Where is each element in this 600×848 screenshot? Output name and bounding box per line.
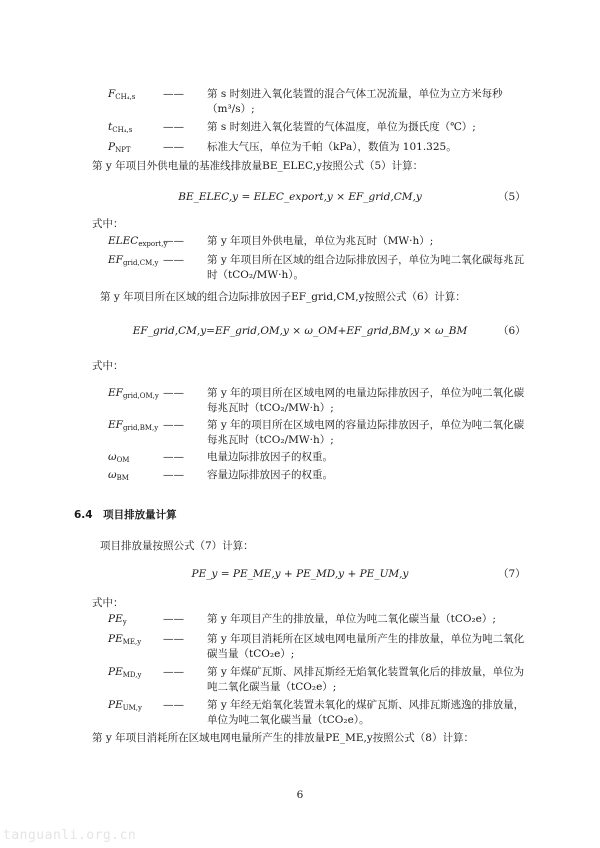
definition-ef-grid-cm: 第 y 年项目所在区域的组合边际排放因子，单位为吨二氧化碳每兆瓦时（tCO₂/MW·h）。 [207, 254, 525, 281]
equation-number-6: （6） [498, 325, 526, 337]
definition-omega-bm: 容量边际排放因子的权重。 [207, 469, 333, 481]
symbol-ef-grid-cm: $EF_{grid,CM,y}$ [108, 254, 159, 267]
equation-5: BE_ELEC,y = ELEC_export,y × EF_grid,CM,y [178, 191, 422, 203]
where-label: 式中： [92, 218, 124, 230]
definition-elec-export: 第 y 年项目外供电量，单位为兆瓦时（MW·h）; [207, 235, 434, 247]
page-number: 6 [296, 789, 304, 801]
definition-f-ch4: 第 s 时刻进入氧化装置的混合气体工况流量，单位为立方米每秒（m³/s）; [207, 88, 503, 115]
symbol-pe-y: $PE_y$ [108, 613, 127, 626]
def-dash: —— [163, 469, 184, 481]
paragraph-pe: 项目排放量按照公式（7）计算： [100, 540, 254, 552]
def-dash: —— [163, 633, 184, 645]
symbol-omega-bm: $\omega_{BM}$ [108, 469, 129, 482]
symbol-p-npt: $P_{NPT}$ [108, 141, 131, 154]
equation-number-7: （7） [498, 568, 526, 580]
section-heading: 6.4 项目排放量计算 [74, 509, 177, 521]
definition-t-ch4: 第 s 时刻进入氧化装置的气体温度，单位为摄氏度（℃）; [207, 121, 476, 133]
definition-p-npt: 标准大气压，单位为千帕（kPa），数值为 101.325。 [207, 141, 457, 153]
symbol-t-ch4: $t_{CH_4,s}$ [108, 121, 133, 134]
definition-ef-grid-om: 第 y 年的项目所在区域电网的电量边际排放因子，单位为吨二氧化碳每兆瓦时（tCO₂/MW·h）; [207, 387, 525, 414]
def-dash: —— [163, 121, 184, 133]
symbol-pe-me: $PE_{ME,y}$ [108, 633, 142, 646]
paragraph-pe-me: 第 y 年项目消耗所在区域电网电量所产生的排放量PE_ME,y按照公式（8）计算： [92, 732, 474, 744]
watermark: tanguanli.org.cn [3, 828, 137, 843]
symbol-omega-om: $\omega_{OM}$ [108, 451, 130, 464]
def-dash: —— [163, 141, 184, 153]
def-dash: —— [163, 88, 184, 100]
def-dash: —— [163, 235, 184, 247]
def-dash: —— [163, 419, 184, 431]
symbol-f-ch4: $F_{CH_4,s}$ [108, 88, 136, 101]
def-dash: —— [163, 666, 184, 678]
symbol-ef-grid-bm: $EF_{grid,BM,y}$ [108, 419, 159, 432]
where-label: 式中： [92, 597, 124, 609]
definition-pe-md: 第 y 年煤矿瓦斯、风排瓦斯经无焰氧化装置氧化后的排放量，单位为吨二氧化碳当量（tCO₂e）; [207, 666, 525, 693]
definition-omega-om: 电量边际排放因子的权重。 [207, 451, 333, 463]
def-dash: —— [163, 613, 184, 625]
definition-pe-y: 第 y 年项目产生的排放量，单位为吨二氧化碳当量（tCO₂e）; [207, 613, 496, 625]
symbol-ef-grid-om: $EF_{grid,OM,y}$ [108, 387, 159, 400]
def-dash: —— [163, 451, 184, 463]
def-dash: —— [163, 254, 184, 266]
symbol-pe-um: $PE_{UM,y}$ [108, 699, 142, 712]
def-dash: —— [163, 387, 184, 399]
paragraph-be-elec: 第 y 年项目外供电量的基准线排放量BE_ELEC,y按照公式（5）计算： [92, 160, 424, 172]
definition-pe-um: 第 y 年经无焰氧化装置未氧化的煤矿瓦斯、风排瓦斯逃逸的排放量，单位为吨二氧化碳当量（tCO₂e）。 [207, 699, 525, 726]
def-dash: —— [163, 699, 184, 711]
definition-pe-me: 第 y 年项目消耗所在区域电网电量所产生的排放量，单位为吨二氧化碳当量（tCO₂e）; [207, 633, 525, 660]
equation-number-5: （5） [498, 191, 526, 203]
where-label: 式中： [92, 360, 124, 372]
equation-6: EF_grid,CM,y=EF_grid,OM,y × ω_OM+EF_grid,BM,y × ω_BM [132, 325, 468, 337]
paragraph-ef-grid-cm: 第 y 年项目所在区域的组合边际排放因子EF_grid,CM,y按照公式（6）计算： [100, 291, 466, 303]
symbol-elec-export: $ELEC_{export,y}$ [108, 235, 168, 248]
equation-7: PE_y = PE_ME,y + PE_MD,y + PE_UM,y [191, 568, 409, 580]
symbol-pe-md: $PE_{MD,y}$ [108, 666, 142, 679]
definition-ef-grid-bm: 第 y 年的项目所在区域电网的容量边际排放因子，单位为吨二氧化碳每兆瓦时（tCO₂/MW·h）; [207, 419, 525, 446]
